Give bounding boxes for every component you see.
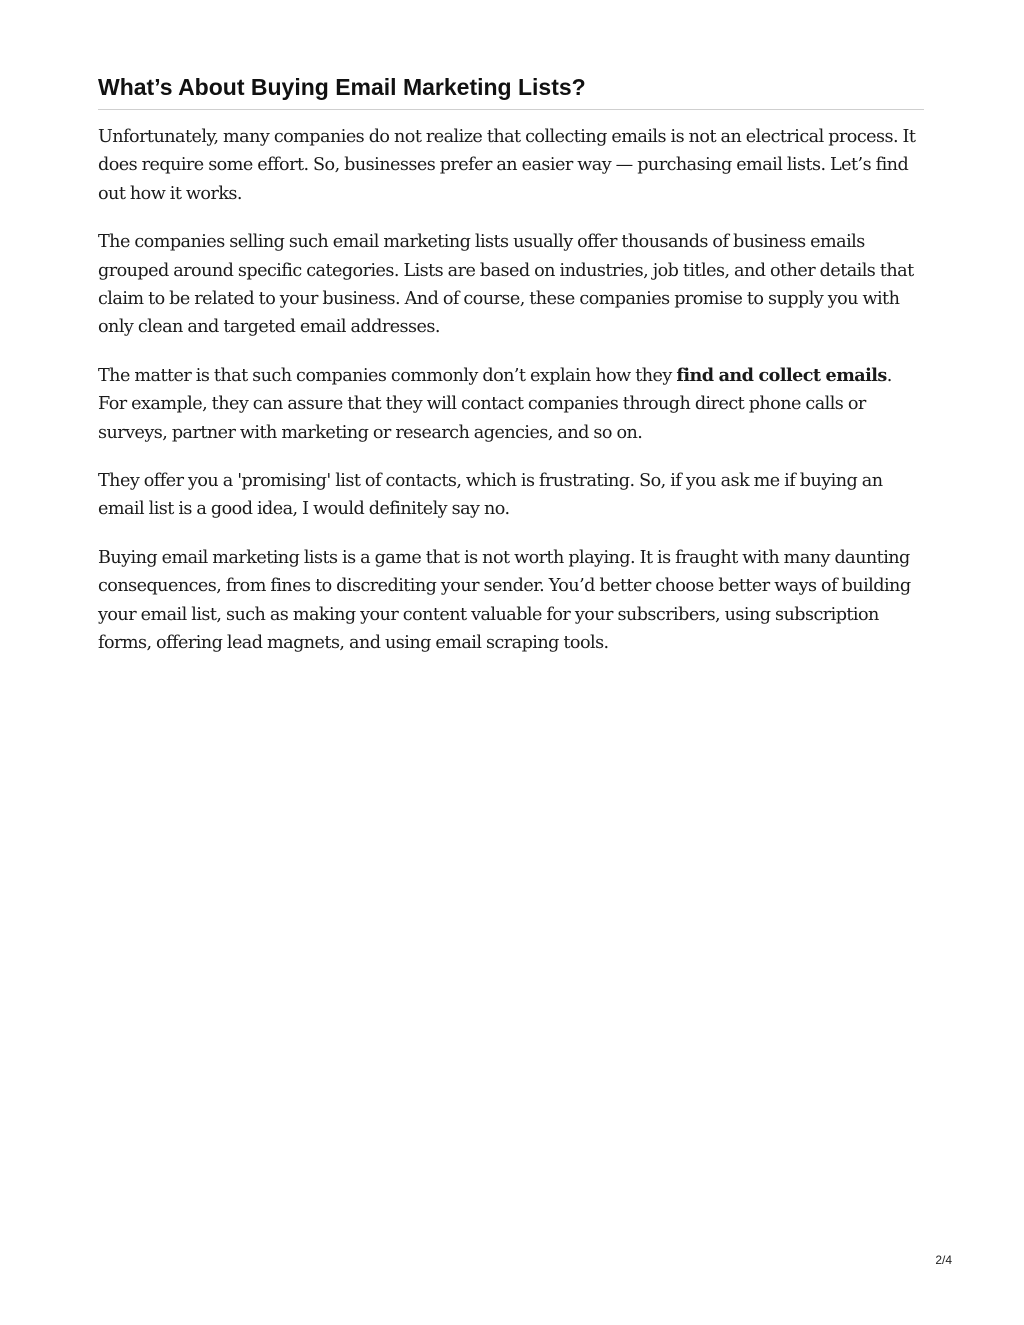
paragraph-4: They offer you a 'promising' list of contacts, which is frustrating. So, if you ask me if buying an email list is a good idea, I would definitely say no. [98, 471, 883, 520]
paragraph-2: The companies selling such email marketing lists usually offer thousands of business emails grouped around specific categories. Lists are based on industries, job titles, and other details that claim to be related to your business. And of course, these companies promise to supply you with only clean and targeted email addresses. [98, 232, 914, 338]
paragraph-3-rest: . For example, they can assure that they will contact companies through direct phone calls or surveys, partner with marketing or research agencies, and so on. [98, 365, 892, 443]
bold-phrase: find and collect emails [676, 364, 887, 386]
page-number: 2/4 [935, 1253, 952, 1267]
paragraph-5: Buying email marketing lists is a game that is not worth playing. It is fraught with many daunting consequences, from fines to discrediting your sender. You’d better choose better ways of building your email list, such as making your content valuable for your subscribers, using subscription forms, offering lead magnets, and using email scraping tools. [98, 547, 911, 654]
document-page [98, 72, 924, 658]
paragraph-3 [98, 362, 924, 447]
section-heading: What’s About Buying Email Marketing Lists? [98, 72, 924, 110]
paragraph-1: Unfortunately, many companies do not realize that collecting emails is not an electrical process. It does require some effort. So, businesses prefer an easier way — purchasing email lists. Let’s find out how it works. [98, 127, 916, 204]
paragraph-3-intro: The matter is that such companies commonly don’t explain how they [98, 365, 677, 386]
